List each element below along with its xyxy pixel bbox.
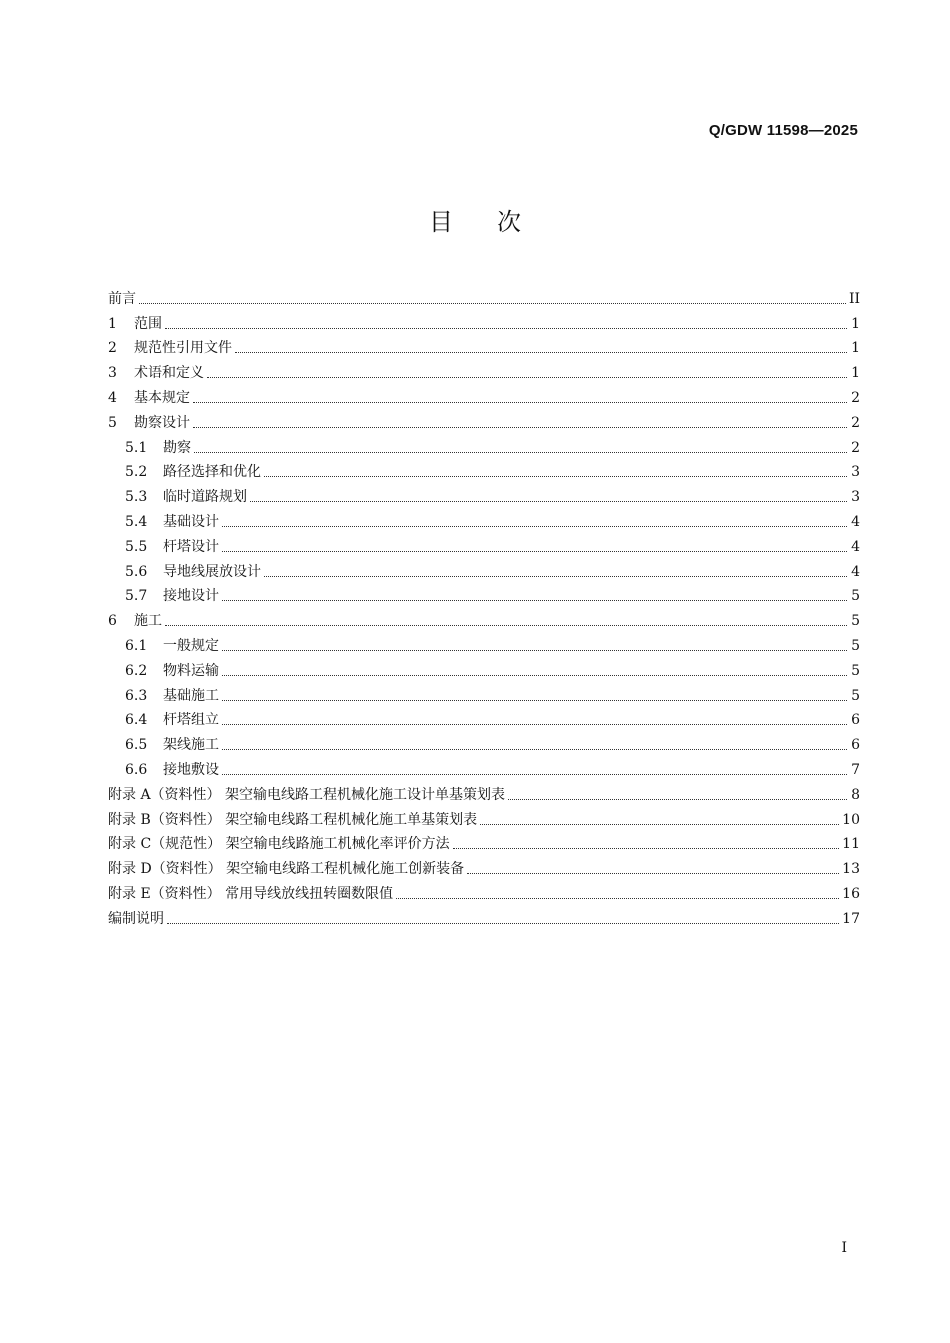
toc-entry-label: 接地敷设 (163, 761, 219, 778)
toc-leader-dots (139, 303, 846, 304)
toc-entry-page: 13 (842, 861, 860, 878)
toc-entry-page: 1 (851, 315, 860, 332)
toc-entry-label: 前言 (108, 290, 136, 307)
toc-entry-number: 6.4 (125, 712, 148, 729)
toc-entry-label: 附录 E（资料性） 常用导线放线扭转圈数限值 (108, 885, 394, 902)
toc-entry[interactable] (108, 309, 860, 334)
toc-entry-number: 5.7 (125, 588, 148, 605)
toc-entry-label: 基础设计 (163, 513, 219, 530)
toc-entry-page: 5 (851, 687, 860, 704)
toc-entry-number: 5 (108, 414, 117, 431)
toc-entry-page: 11 (842, 836, 860, 853)
toc-entry[interactable] (108, 606, 860, 631)
toc-entry-page: 8 (851, 786, 860, 803)
toc-entry-label: 导地线展放设计 (163, 563, 261, 580)
toc-entry-label: 附录 A（资料性） 架空输电线路工程机械化施工设计单基策划表 (108, 786, 506, 803)
toc-entry-label: 临时道路规划 (163, 489, 247, 506)
toc-entry-number: 5.2 (125, 464, 148, 481)
toc-leader-dots (453, 848, 840, 849)
toc-entry-page: 3 (851, 489, 860, 506)
toc-entry-page: II (848, 290, 860, 307)
toc-entry-page: 4 (851, 513, 860, 530)
toc-entry-number: 5.1 (125, 439, 148, 456)
toc-entry[interactable] (108, 532, 860, 557)
toc-entry-label: 编制说明 (108, 910, 164, 927)
toc-entry[interactable] (108, 458, 860, 483)
toc-entry-number: 6.1 (125, 637, 148, 654)
toc-entry[interactable] (108, 631, 860, 656)
toc-leader-dots (222, 526, 847, 527)
toc-entry[interactable] (108, 358, 860, 383)
toc-entry[interactable] (108, 433, 860, 458)
toc-entry-number: 2 (108, 340, 117, 357)
toc-entry-label: 架线施工 (163, 737, 219, 754)
toc-entry[interactable] (108, 805, 860, 830)
toc-entry[interactable] (108, 730, 860, 755)
toc-leader-dots (222, 600, 847, 601)
toc-entry[interactable] (108, 755, 860, 780)
toc-entry-page: 5 (851, 637, 860, 654)
toc-entry-label: 附录 D（资料性） 架空输电线路工程机械化施工创新装备 (108, 861, 465, 878)
toc-leader-dots (222, 700, 847, 701)
toc-entry[interactable] (108, 507, 860, 532)
toc-leader-dots (222, 749, 847, 750)
toc-entry-label: 范围 (134, 315, 162, 332)
toc-entry-number: 6.2 (125, 662, 148, 679)
toc-entry-page: 1 (851, 340, 860, 357)
toc-entry-number: 5.6 (125, 563, 148, 580)
toc-entry[interactable] (108, 656, 860, 681)
toc-entry-label: 杆塔组立 (163, 712, 219, 729)
toc-leader-dots (235, 352, 847, 353)
toc-leader-dots (480, 824, 839, 825)
toc-entry-page: 6 (851, 737, 860, 754)
toc-entry-label: 物料运输 (163, 662, 219, 679)
toc-entry[interactable] (108, 904, 860, 929)
toc-entry[interactable] (108, 582, 860, 607)
toc-entry-page: 2 (851, 389, 860, 406)
toc-leader-dots (396, 898, 839, 899)
toc-entry-page: 6 (851, 712, 860, 729)
toc-leader-dots (167, 923, 839, 924)
toc-entry-page: 5 (851, 588, 860, 605)
toc-entry-page: 2 (851, 439, 860, 456)
toc-leader-dots (222, 650, 847, 651)
toc-entry-number: 5.3 (125, 489, 148, 506)
toc-entry[interactable] (108, 284, 860, 309)
toc-entry[interactable] (108, 854, 860, 879)
toc-entry-label: 附录 C（规范性） 架空输电线路施工机械化率评价方法 (108, 836, 450, 853)
toc-entry-page: 5 (851, 662, 860, 679)
toc-entry-page: 1 (851, 365, 860, 382)
toc-entry-label: 勘察 (163, 439, 191, 456)
toc-entry-page: 4 (851, 563, 860, 580)
toc-entry[interactable] (108, 482, 860, 507)
toc-entry-page: 5 (851, 613, 860, 630)
toc-entry[interactable] (108, 334, 860, 359)
toc-leader-dots (250, 501, 847, 502)
toc-leader-dots (222, 551, 847, 552)
toc-leader-dots (264, 576, 847, 577)
toc-title: 目次 (429, 208, 565, 236)
toc-leader-dots (193, 427, 847, 428)
toc-entry-label: 规范性引用文件 (134, 340, 232, 357)
toc-entry-number: 3 (108, 365, 117, 382)
toc-leader-dots (508, 799, 847, 800)
toc-entry-page: 16 (842, 885, 860, 902)
toc-entry-page: 7 (851, 761, 860, 778)
toc-entry[interactable] (108, 780, 860, 805)
toc-entry-number: 1 (108, 315, 117, 332)
toc-leader-dots (467, 873, 839, 874)
toc-entry-number: 5.4 (125, 513, 148, 530)
toc-entry-page: 4 (851, 538, 860, 555)
toc-entry[interactable] (108, 408, 860, 433)
toc-leader-dots (207, 377, 847, 378)
toc-leader-dots (222, 675, 847, 676)
toc-entry-page: 17 (842, 910, 860, 927)
toc-leader-dots (264, 476, 847, 477)
toc-entry-label: 基本规定 (134, 389, 190, 406)
toc-entry[interactable] (108, 879, 860, 904)
toc-entry-label: 基础施工 (163, 687, 219, 704)
toc-entry-label: 一般规定 (163, 637, 219, 654)
toc-entry-number: 6.3 (125, 687, 148, 704)
toc-entry[interactable] (108, 383, 860, 408)
table-of-contents (108, 284, 860, 929)
toc-leader-dots (194, 452, 847, 453)
toc-entry-label: 施工 (134, 613, 162, 630)
toc-entry-label: 术语和定义 (134, 365, 204, 382)
toc-leader-dots (222, 774, 847, 775)
toc-entry-number: 6.6 (125, 761, 148, 778)
toc-entry-number: 5.5 (125, 538, 148, 555)
toc-entry-number: 4 (108, 389, 117, 406)
toc-entry-label: 杆塔设计 (163, 538, 219, 555)
toc-leader-dots (222, 724, 847, 725)
toc-entry-label: 路径选择和优化 (163, 464, 261, 481)
toc-entry-page: 3 (851, 464, 860, 481)
toc-entry-page: 2 (851, 414, 860, 431)
page-number: I (841, 1240, 847, 1256)
toc-entry-label: 附录 B（资料性） 架空输电线路工程机械化施工单基策划表 (108, 811, 478, 828)
toc-leader-dots (193, 402, 847, 403)
toc-entry[interactable] (108, 681, 860, 706)
toc-entry[interactable] (108, 706, 860, 731)
toc-entry-number: 6 (108, 613, 117, 630)
toc-entry-number: 6.5 (125, 737, 148, 754)
toc-leader-dots (165, 625, 847, 626)
toc-entry-page: 10 (842, 811, 860, 828)
document-code: Q/GDW 11598—2025 (708, 122, 858, 139)
toc-entry-label: 接地设计 (163, 588, 219, 605)
toc-entry[interactable] (108, 830, 860, 855)
toc-leader-dots (165, 328, 847, 329)
toc-entry-label: 勘察设计 (134, 414, 190, 431)
toc-entry[interactable] (108, 557, 860, 582)
